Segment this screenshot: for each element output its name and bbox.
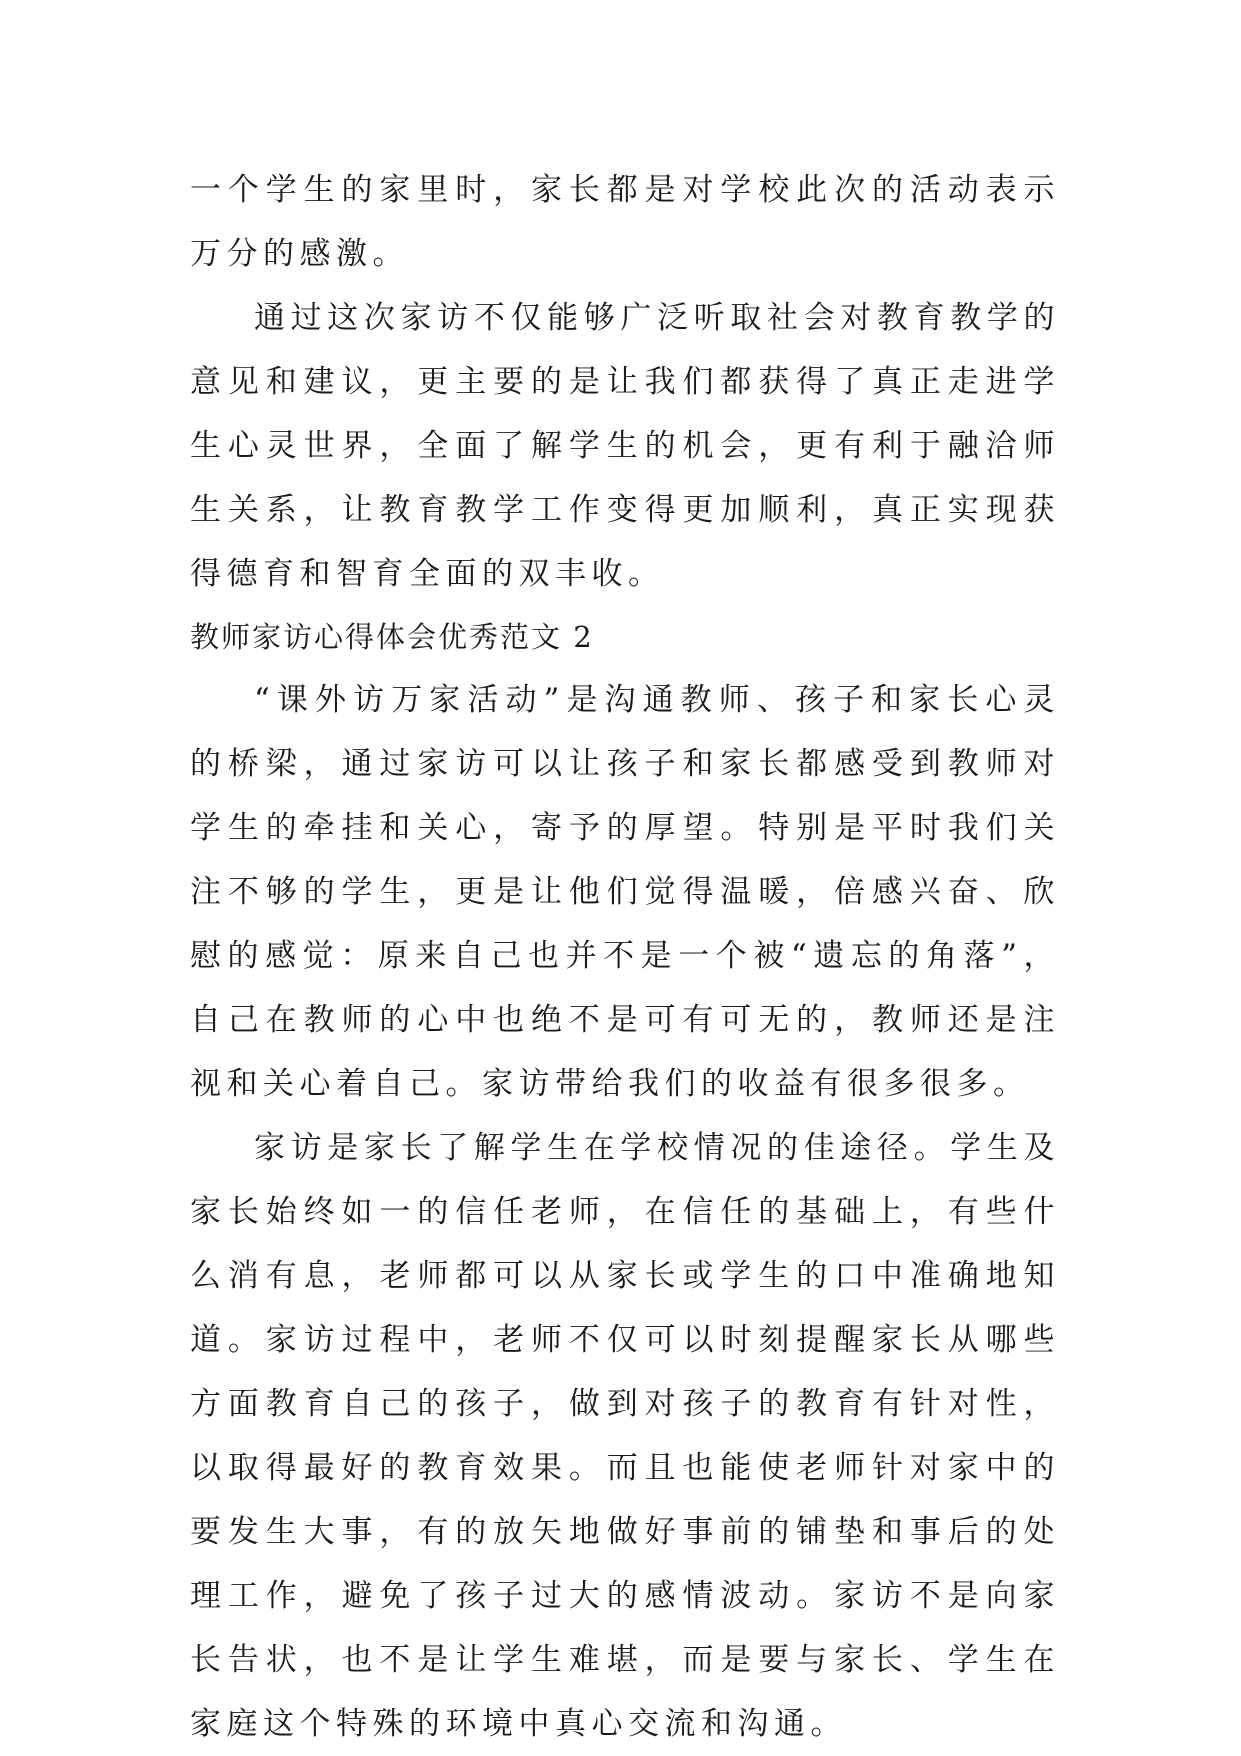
document-body xyxy=(190,158,1060,1756)
paragraph-visit-activity: “课外访万家活动”是沟通教师、孩子和家长心灵的桥梁，通过家访可以让孩子和家长都感受到教师对学生的牵挂和关心，寄予的厚望。特别是平时我们关注不够的学生，更是让他们觉得温暖，倍感兴奋、欣慰的感觉：原来自己也并不是一个被“遗忘的角落”，自己在教师的心中也绝不是可有可无的，教师还是注视和关心着自己。家访带给我们的收益有很多很多。 xyxy=(190,682,1060,1102)
paragraph-continued: 一个学生的家里时，家长都是对学校此次的活动表示万分的感激。 xyxy=(190,172,1060,272)
paragraph-visit-approach: 家访是家长了解学生在学校情况的佳途径。学生及家长始终如一的信任老师，在信任的基础上，有些什么消有息，老师都可以从家长或学生的口中准确地知道。家访过程中，老师不仅可以时刻提醒家长从哪些方面教育自己的孩子，做到对孩子的教育有针对性，以取得最好的教育效果。而且也能使老师针对家中的要发生大事，有的放矢地做好事前的铺垫和事后的处理工作，避免了孩子过大的感情波动。家访不是向家长告状，也不是让学生难堪，而是要与家长、学生在家庭这个特殊的环境中真心交流和沟通。 xyxy=(190,1130,1060,1742)
paragraph-home-visit-benefits: 通过这次家访不仅能够广泛听取社会对教育教学的意见和建议，更主要的是让我们都获得了真正走进学生心灵世界，全面了解学生的机会，更有利于融洽师生关系，让教育教学工作变得更加顺利，真正实现获得德育和智育全面的双丰收。 xyxy=(190,300,1060,592)
section-heading: 教师家访心得体会优秀范文 2 xyxy=(190,620,594,654)
